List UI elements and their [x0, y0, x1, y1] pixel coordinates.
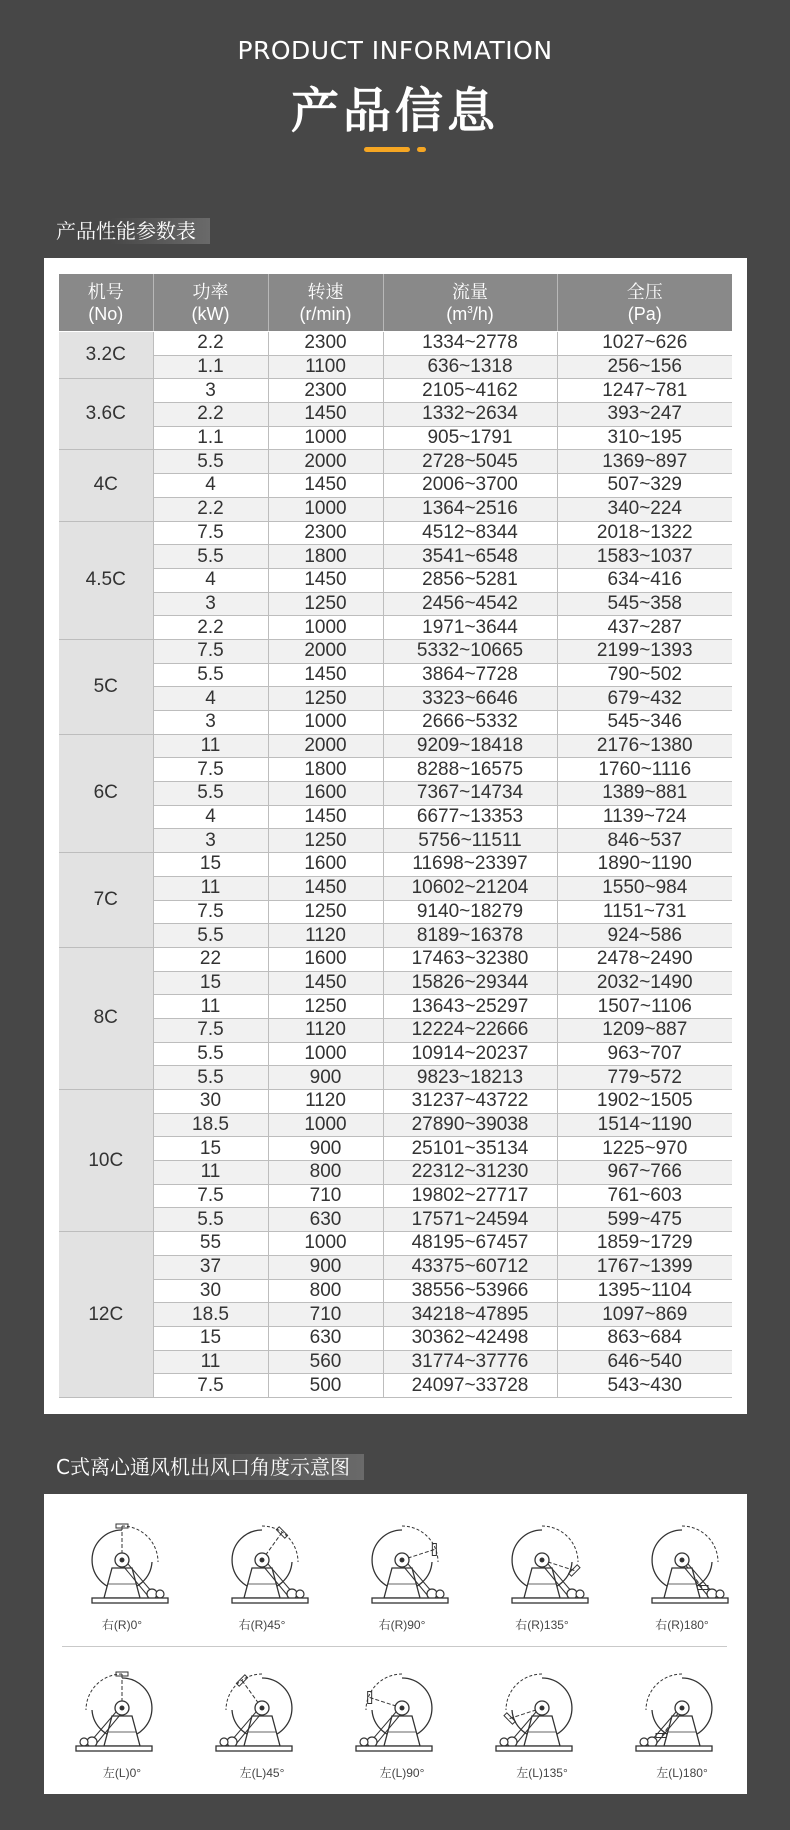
- pressure-cell: 545~346: [557, 711, 732, 735]
- speed-cell: 1450: [268, 876, 383, 900]
- power-cell: 18.5: [153, 1113, 268, 1137]
- power-cell: 4: [153, 568, 268, 592]
- power-cell: 5.5: [153, 1066, 268, 1090]
- power-cell: 2.2: [153, 616, 268, 640]
- table-row: [59, 1113, 732, 1137]
- column-header-model: 机号 (No): [59, 274, 153, 332]
- pressure-cell: 761~603: [557, 1184, 732, 1208]
- model-cell: 6C: [59, 734, 153, 852]
- table-row: [59, 663, 732, 687]
- table-row: [59, 1232, 732, 1256]
- pressure-cell: 634~416: [557, 568, 732, 592]
- flow-cell: 2006~3700: [383, 474, 557, 498]
- header-title-cn: 产品信息: [290, 83, 499, 139]
- speed-cell: 1000: [268, 1042, 383, 1066]
- fan-caption: 左(L)45°: [239, 1766, 285, 1780]
- flow-cell: 24097~33728: [383, 1374, 557, 1398]
- fan-outline-icon: [352, 1660, 452, 1760]
- pressure-cell: 1550~984: [557, 876, 732, 900]
- table-header-row: [59, 274, 732, 332]
- flow-cell: 34218~47895: [383, 1303, 557, 1327]
- pressure-cell: 543~430: [557, 1374, 732, 1398]
- pressure-cell: 924~586: [557, 924, 732, 948]
- fan-outline-icon: [492, 1660, 592, 1760]
- table-row: [59, 1279, 732, 1303]
- pressure-cell: 2018~1322: [557, 521, 732, 545]
- speed-cell: 2300: [268, 521, 383, 545]
- table-row: [59, 995, 732, 1019]
- flow-cell: 13643~25297: [383, 995, 557, 1019]
- power-cell: 18.5: [153, 1303, 268, 1327]
- flow-cell: 5756~11511: [383, 829, 557, 853]
- pressure-cell: 310~195: [557, 426, 732, 450]
- flow-cell: 8189~16378: [383, 924, 557, 948]
- flow-cell: 2856~5281: [383, 568, 557, 592]
- table-row: [59, 758, 732, 782]
- flow-cell: 11698~23397: [383, 853, 557, 877]
- pressure-cell: 2199~1393: [557, 639, 732, 663]
- pressure-cell: 393~247: [557, 403, 732, 427]
- speed-cell: 710: [268, 1184, 383, 1208]
- pressure-cell: 646~540: [557, 1350, 732, 1374]
- power-cell: 3: [153, 379, 268, 403]
- pressure-cell: 2478~2490: [557, 947, 732, 971]
- pressure-cell: 1890~1190: [557, 853, 732, 877]
- speed-cell: 560: [268, 1350, 383, 1374]
- flow-cell: 10602~21204: [383, 876, 557, 900]
- fan-caption: 左(L)90°: [379, 1766, 425, 1780]
- flow-cell: 7367~14734: [383, 782, 557, 806]
- pressure-cell: 846~537: [557, 829, 732, 853]
- pressure-cell: 1859~1729: [557, 1232, 732, 1256]
- table-row: [59, 805, 732, 829]
- power-cell: 5.5: [153, 924, 268, 948]
- table-row: [59, 782, 732, 806]
- diagram-panel: [44, 1494, 747, 1794]
- speed-cell: 1100: [268, 355, 383, 379]
- speed-cell: 1120: [268, 924, 383, 948]
- speed-cell: 900: [268, 1137, 383, 1161]
- power-cell: 30: [153, 1279, 268, 1303]
- column-header-speed: 转速 (r/min): [268, 274, 383, 332]
- pressure-cell: 437~287: [557, 616, 732, 640]
- table-section-label: 产品性能参数表: [44, 218, 210, 244]
- flow-cell: 1332~2634: [383, 403, 557, 427]
- diagram-section-label: C式离心通风机出风口角度示意图: [44, 1454, 364, 1480]
- right-fan-135deg: [482, 1512, 602, 1632]
- table-row: [59, 1303, 732, 1327]
- power-cell: 7.5: [153, 639, 268, 663]
- power-cell: 11: [153, 1161, 268, 1185]
- power-cell: 4: [153, 805, 268, 829]
- table-row: [59, 592, 732, 616]
- pressure-cell: 1247~781: [557, 379, 732, 403]
- fan-caption: 左(L)180°: [656, 1766, 708, 1780]
- fan-caption: 左(L)135°: [516, 1766, 568, 1780]
- table-row: [59, 876, 732, 900]
- speed-cell: 710: [268, 1303, 383, 1327]
- accent-dot: [417, 147, 426, 152]
- flow-cell: 1364~2516: [383, 497, 557, 521]
- left-fan-135deg: [482, 1660, 602, 1780]
- fan-caption: 右(R)45°: [238, 1618, 286, 1632]
- pressure-cell: 679~432: [557, 687, 732, 711]
- table-row: [59, 829, 732, 853]
- flow-cell: 1334~2778: [383, 332, 557, 356]
- speed-cell: 1250: [268, 592, 383, 616]
- table-row: [59, 403, 732, 427]
- speed-cell: 1250: [268, 900, 383, 924]
- pressure-cell: 1209~887: [557, 1018, 732, 1042]
- flow-cell: 3323~6646: [383, 687, 557, 711]
- performance-table: [59, 274, 732, 1398]
- table-row: [59, 900, 732, 924]
- table-row: [59, 355, 732, 379]
- pressure-cell: 1514~1190: [557, 1113, 732, 1137]
- power-cell: 22: [153, 947, 268, 971]
- power-cell: 15: [153, 1137, 268, 1161]
- table-row: [59, 1161, 732, 1185]
- pressure-cell: 1369~897: [557, 450, 732, 474]
- table-row: [59, 734, 732, 758]
- power-cell: 11: [153, 1350, 268, 1374]
- table-row: [59, 1255, 732, 1279]
- pressure-cell: 2176~1380: [557, 734, 732, 758]
- table-row: [59, 616, 732, 640]
- speed-cell: 2000: [268, 639, 383, 663]
- speed-cell: 1250: [268, 829, 383, 853]
- speed-cell: 1000: [268, 1232, 383, 1256]
- table-row: [59, 1326, 732, 1350]
- left-fan-90deg: [342, 1660, 462, 1780]
- right-fan-45deg: [202, 1512, 322, 1632]
- table-row: [59, 521, 732, 545]
- table-row: [59, 1042, 732, 1066]
- flow-cell: 9209~18418: [383, 734, 557, 758]
- flow-cell: 8288~16575: [383, 758, 557, 782]
- power-cell: 2.2: [153, 403, 268, 427]
- flow-cell: 31237~43722: [383, 1090, 557, 1114]
- pressure-cell: 1583~1037: [557, 545, 732, 569]
- speed-cell: 2000: [268, 450, 383, 474]
- flow-cell: 17463~32380: [383, 947, 557, 971]
- column-header-flow: 流量 $(m^3/h)$: [383, 274, 557, 332]
- speed-cell: 1250: [268, 687, 383, 711]
- table-row: [59, 1184, 732, 1208]
- model-cell: 3.2C: [59, 332, 153, 379]
- speed-cell: 1450: [268, 805, 383, 829]
- model-cell: 12C: [59, 1232, 153, 1398]
- right-fan-90deg: [342, 1512, 462, 1632]
- table-row: [59, 497, 732, 521]
- pressure-cell: 1097~869: [557, 1303, 732, 1327]
- table-row: [59, 1208, 732, 1232]
- table-row: [59, 545, 732, 569]
- pressure-cell: 1139~724: [557, 805, 732, 829]
- flow-cell: 12224~22666: [383, 1018, 557, 1042]
- power-cell: 7.5: [153, 1374, 268, 1398]
- flow-cell: 43375~60712: [383, 1255, 557, 1279]
- table-panel: [44, 258, 747, 1414]
- model-cell: 3.6C: [59, 379, 153, 450]
- pressure-cell: 1389~881: [557, 782, 732, 806]
- pressure-cell: 790~502: [557, 663, 732, 687]
- speed-cell: 1000: [268, 616, 383, 640]
- pressure-cell: 599~475: [557, 1208, 732, 1232]
- power-cell: 1.1: [153, 426, 268, 450]
- power-cell: 5.5: [153, 545, 268, 569]
- flow-cell: 2666~5332: [383, 711, 557, 735]
- flow-cell: 2456~4542: [383, 592, 557, 616]
- power-cell: 5.5: [153, 663, 268, 687]
- speed-cell: 1450: [268, 403, 383, 427]
- pressure-cell: 340~224: [557, 497, 732, 521]
- table-row: [59, 687, 732, 711]
- power-cell: 11: [153, 876, 268, 900]
- speed-cell: 1600: [268, 782, 383, 806]
- table-row: [59, 1137, 732, 1161]
- power-cell: 7.5: [153, 521, 268, 545]
- table-row: [59, 639, 732, 663]
- pressure-cell: 545~358: [557, 592, 732, 616]
- fan-outline-icon: [212, 1512, 312, 1612]
- power-cell: 3: [153, 592, 268, 616]
- power-cell: 5.5: [153, 782, 268, 806]
- table-row: [59, 1090, 732, 1114]
- flow-cell: 905~1791: [383, 426, 557, 450]
- power-cell: 11: [153, 995, 268, 1019]
- power-cell: 3: [153, 829, 268, 853]
- pressure-cell: 1760~1116: [557, 758, 732, 782]
- model-cell: 5C: [59, 639, 153, 734]
- fan-caption: 右(R)0°: [101, 1618, 143, 1632]
- fan-caption: 左(L)0°: [102, 1766, 142, 1780]
- speed-cell: 1000: [268, 426, 383, 450]
- flow-cell: 48195~67457: [383, 1232, 557, 1256]
- pressure-cell: 1027~626: [557, 332, 732, 356]
- power-cell: 2.2: [153, 497, 268, 521]
- power-cell: 1.1: [153, 355, 268, 379]
- model-cell: 7C: [59, 853, 153, 948]
- pressure-cell: 779~572: [557, 1066, 732, 1090]
- flow-cell: 3541~6548: [383, 545, 557, 569]
- speed-cell: 1450: [268, 568, 383, 592]
- flow-cell: 31774~37776: [383, 1350, 557, 1374]
- table-body: [59, 332, 732, 1398]
- flow-cell: 38556~53966: [383, 1279, 557, 1303]
- flow-cell: 10914~20237: [383, 1042, 557, 1066]
- flow-cell: 19802~27717: [383, 1184, 557, 1208]
- speed-cell: 500: [268, 1374, 383, 1398]
- table-row: [59, 450, 732, 474]
- model-cell: 4C: [59, 450, 153, 521]
- header-title-en: PRODUCT INFORMATION: [237, 36, 553, 65]
- power-cell: 2.2: [153, 332, 268, 356]
- left-fan-180deg: [622, 1660, 742, 1780]
- power-cell: 7.5: [153, 1018, 268, 1042]
- speed-cell: 900: [268, 1255, 383, 1279]
- flow-cell: 636~1318: [383, 355, 557, 379]
- table-row: [59, 379, 732, 403]
- pressure-cell: 1902~1505: [557, 1090, 732, 1114]
- power-cell: 15: [153, 971, 268, 995]
- speed-cell: 630: [268, 1208, 383, 1232]
- power-cell: 5.5: [153, 450, 268, 474]
- column-header-pressure: 全压 (Pa): [557, 274, 732, 332]
- table-row: [59, 924, 732, 948]
- speed-cell: 1450: [268, 971, 383, 995]
- table-row: [59, 1350, 732, 1374]
- power-cell: 30: [153, 1090, 268, 1114]
- flow-cell: 9823~18213: [383, 1066, 557, 1090]
- power-cell: 15: [153, 853, 268, 877]
- table-row: [59, 474, 732, 498]
- table-row: [59, 1374, 732, 1398]
- pressure-cell: 963~707: [557, 1042, 732, 1066]
- fan-caption: 右(R)180°: [655, 1618, 709, 1632]
- accent-bar-long: [364, 147, 410, 152]
- model-cell: 10C: [59, 1090, 153, 1232]
- power-cell: 5.5: [153, 1208, 268, 1232]
- table-row: [59, 853, 732, 877]
- flow-cell: 22312~31230: [383, 1161, 557, 1185]
- speed-cell: 2000: [268, 734, 383, 758]
- pressure-cell: 863~684: [557, 1326, 732, 1350]
- table-row: [59, 711, 732, 735]
- pressure-cell: 507~329: [557, 474, 732, 498]
- flow-cell: 4512~8344: [383, 521, 557, 545]
- speed-cell: 1000: [268, 497, 383, 521]
- speed-cell: 800: [268, 1279, 383, 1303]
- pressure-cell: 256~156: [557, 355, 732, 379]
- speed-cell: 1250: [268, 995, 383, 1019]
- power-cell: 55: [153, 1232, 268, 1256]
- power-cell: 11: [153, 734, 268, 758]
- pressure-cell: 2032~1490: [557, 971, 732, 995]
- speed-cell: 1000: [268, 711, 383, 735]
- table-row: [59, 971, 732, 995]
- fan-outline-icon: [352, 1512, 452, 1612]
- fan-outline-icon: [72, 1660, 172, 1760]
- power-cell: 15: [153, 1326, 268, 1350]
- diagram-divider: [62, 1646, 727, 1647]
- speed-cell: 1000: [268, 1113, 383, 1137]
- speed-cell: 1120: [268, 1018, 383, 1042]
- pressure-cell: 1225~970: [557, 1137, 732, 1161]
- fan-outline-icon: [632, 1512, 732, 1612]
- speed-cell: 1800: [268, 758, 383, 782]
- speed-cell: 2300: [268, 379, 383, 403]
- speed-cell: 1450: [268, 663, 383, 687]
- fan-outline-icon: [632, 1660, 732, 1760]
- table-row: [59, 1018, 732, 1042]
- fan-caption: 右(R)135°: [515, 1618, 569, 1632]
- flow-cell: 2105~4162: [383, 379, 557, 403]
- power-cell: 3: [153, 711, 268, 735]
- speed-cell: 2300: [268, 332, 383, 356]
- pressure-cell: 1507~1106: [557, 995, 732, 1019]
- table-row: [59, 1066, 732, 1090]
- table-row: [59, 568, 732, 592]
- flow-cell: 6677~13353: [383, 805, 557, 829]
- pressure-cell: 967~766: [557, 1161, 732, 1185]
- flow-cell: 30362~42498: [383, 1326, 557, 1350]
- flow-cell: 25101~35134: [383, 1137, 557, 1161]
- left-fan-45deg: [202, 1660, 322, 1780]
- fan-outline-icon: [72, 1512, 172, 1612]
- pressure-cell: 1767~1399: [557, 1255, 732, 1279]
- flow-cell: 2728~5045: [383, 450, 557, 474]
- speed-cell: 1120: [268, 1090, 383, 1114]
- power-cell: 37: [153, 1255, 268, 1279]
- pressure-cell: 1151~731: [557, 900, 732, 924]
- flow-cell: 17571~24594: [383, 1208, 557, 1232]
- column-header-power: 功率 (kW): [153, 274, 268, 332]
- fan-caption: 右(R)90°: [378, 1618, 426, 1632]
- speed-cell: 1600: [268, 853, 383, 877]
- right-fan-180deg: [622, 1512, 742, 1632]
- power-cell: 4: [153, 474, 268, 498]
- speed-cell: 1800: [268, 545, 383, 569]
- flow-cell: 9140~18279: [383, 900, 557, 924]
- speed-cell: 630: [268, 1326, 383, 1350]
- fan-outline-icon: [492, 1512, 592, 1612]
- model-cell: 8C: [59, 947, 153, 1089]
- flow-cell: 27890~39038: [383, 1113, 557, 1137]
- pressure-cell: 1395~1104: [557, 1279, 732, 1303]
- power-cell: 4: [153, 687, 268, 711]
- table-row: [59, 332, 732, 356]
- power-cell: 7.5: [153, 900, 268, 924]
- table-row: [59, 426, 732, 450]
- flow-cell: 5332~10665: [383, 639, 557, 663]
- flow-cell: 3864~7728: [383, 663, 557, 687]
- speed-cell: 900: [268, 1066, 383, 1090]
- flow-cell: 1971~3644: [383, 616, 557, 640]
- flow-cell: 15826~29344: [383, 971, 557, 995]
- table-row: [59, 947, 732, 971]
- speed-cell: 1600: [268, 947, 383, 971]
- right-fan-0deg: [62, 1512, 182, 1632]
- speed-cell: 1450: [268, 474, 383, 498]
- power-cell: 7.5: [153, 1184, 268, 1208]
- power-cell: 5.5: [153, 1042, 268, 1066]
- power-cell: 7.5: [153, 758, 268, 782]
- model-cell: 4.5C: [59, 521, 153, 639]
- left-fan-0deg: [62, 1660, 182, 1780]
- speed-cell: 800: [268, 1161, 383, 1185]
- fan-outline-icon: [212, 1660, 312, 1760]
